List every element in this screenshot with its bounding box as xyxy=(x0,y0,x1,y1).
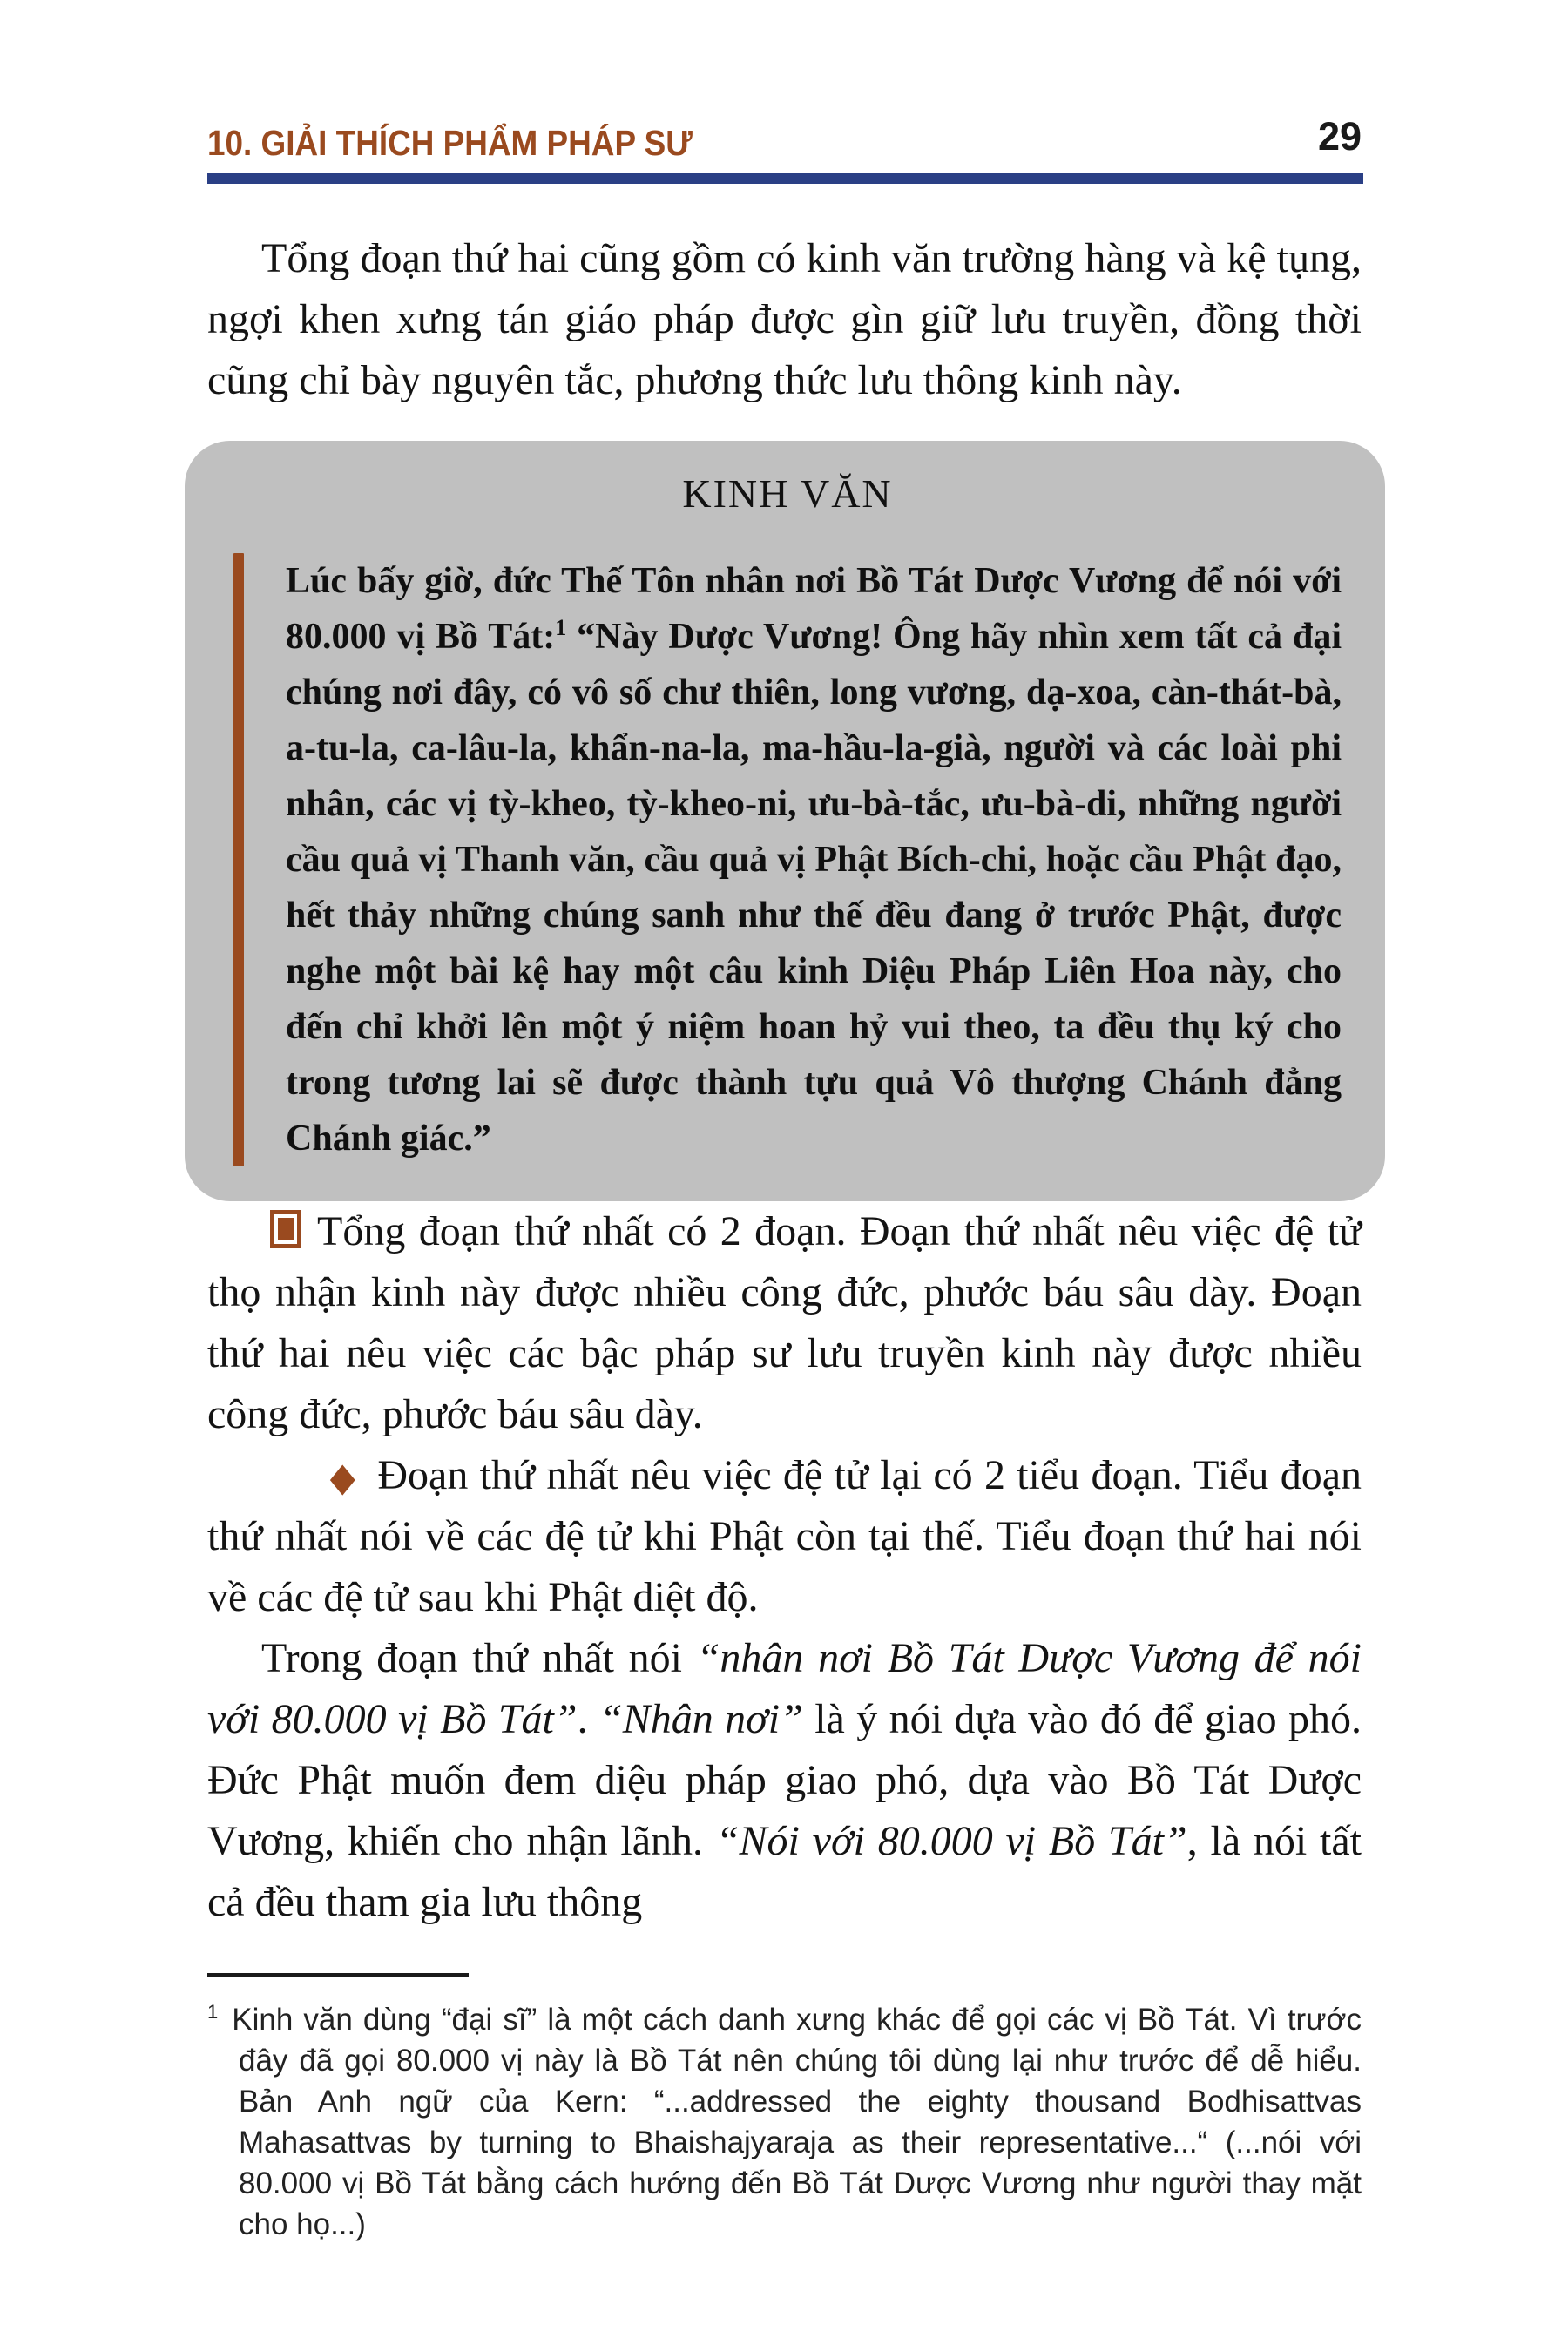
sutra-quote-body: “Này Dược Vương! Ông hãy nhìn xem tất cả đại chúng nơi đây, có vô số chư thiên, long vương, dạ-xoa, càn-thát-bà, a-tu-la, ca-lâu-la, khẩn-na-la, ma-hầu-la-già, người và các loài phi nhân, các vị tỳ-kheo, tỳ-kheo-ni, ưu-bà-tắc, ưu-bà-di, những người cầu quả vị Thanh văn, cầu quả vị Phật Bích-chi, hoặc cầu Phật đạo, hết thảy những chúng sanh như thế đều đang ở trước Phật, được nghe một bài kệ hay một câu kinh Diệu Pháp Liên Hoa này, cho đến chỉ khởi lên một ý niệm hoan hỷ vui theo, ta đều thụ ký cho trong tương lai sẽ được thành tựu quả Vô thượng Chánh đẳng Chánh giác.” xyxy=(286,617,1342,1159)
kinh-van-title: KINH VĂN xyxy=(682,471,893,516)
page-content xyxy=(207,228,1362,2245)
square-section-text: Tổng đoạn thứ nhất có 2 đoạn. Đoạn thứ nhất nêu việc đệ tử thọ nhận kinh này được nhiều công đức, phước báu sâu dày. Đoạn thứ hai nêu việc các bậc pháp sư lưu truyền kinh này được nhiều công đức, phước báu sâu dày. xyxy=(207,1208,1362,1437)
intro-paragraph: Tổng đoạn thứ hai cũng gồm có kinh văn trường hàng và kệ tụng, ngợi khen xưng tán giáo pháp được gìn giữ lưu truyền, đồng thời cũng chỉ bày nguyên tắc, phương thức lưu thông kinh này. xyxy=(207,235,1362,403)
square-section-paragraph xyxy=(207,1201,1362,1445)
footnote-separator xyxy=(207,1973,469,1977)
analysis-segment: , là nói tất cả đều tham gia lưu thông xyxy=(207,1818,1362,1925)
analysis-segment: . xyxy=(577,1696,600,1742)
analysis-paragraph xyxy=(207,1628,1362,1933)
subsection-diamond-icon: ◆ xyxy=(329,1453,355,1500)
chapter-title: 10. GIẢI THÍCH PHẨM PHÁP SƯ xyxy=(207,123,693,163)
footnote-marker: 1 xyxy=(207,2001,219,2024)
sutra-quote-block xyxy=(233,553,1342,1166)
quote-accent-bar xyxy=(233,553,244,1166)
sutra-quote xyxy=(286,553,1342,1166)
kinh-van-box xyxy=(185,441,1385,1201)
analysis-segment: là ý nói dựa vào đó để giao phó. Đức Phật muốn đem diệu pháp giao phó, dựa vào Bồ Tát Dược Vương, khiến cho nhận lãnh. xyxy=(207,1696,1362,1864)
analysis-segment: “Nhân nơi” xyxy=(599,1696,803,1742)
page-number: 29 xyxy=(1317,114,1362,159)
diamond-subsection-text: Đoạn thứ nhất nêu việc đệ tử lại có 2 tiểu đoạn. Tiểu đoạn thứ nhất nói về các đệ tử khi Phật còn tại thế. Tiểu đoạn thứ hai nói về các đệ tử sau khi Phật diệt độ. xyxy=(207,1452,1362,1620)
header-rule xyxy=(207,173,1363,184)
footnote xyxy=(207,1999,1362,2245)
analysis-segment: “nhân nơi Bồ Tát Dược Vương để nói với 80.000 vị Bồ Tát” xyxy=(207,1635,1362,1742)
sutra-quote-lead: Lúc bấy giờ, đức Thế Tôn nhân nơi Bồ Tát Dược Vương để nói với 80.000 vị Bồ Tát: xyxy=(286,561,1342,657)
footnote-reference: 1 xyxy=(555,615,567,640)
diamond-subsection-paragraph xyxy=(207,1445,1362,1628)
analysis-segment: “Nói với 80.000 vị Bồ Tát” xyxy=(715,1818,1187,1864)
section-square-icon xyxy=(270,1210,301,1248)
analysis-segment: Trong đoạn thứ nhất nói xyxy=(261,1635,697,1681)
footnote-text: Kinh văn dùng “đại sĩ” là một cách danh xưng khác để gọi các vị Bồ Tát. Vì trước đây đã gọi 80.000 vị này là Bồ Tát nên chúng tôi dùng lại như trước để dễ hiểu. Bản Anh ngữ của Kern: “...addressed the eighty thousand Bodhisattvas Mahasattvas by turning to Bhaishajyaraja as their representative...“ (...nói với 80.000 vị Bồ Tát bằng cách hướng đến Bồ Tát Dược Vương như người thay mặt cho họ...) xyxy=(232,2003,1362,2241)
